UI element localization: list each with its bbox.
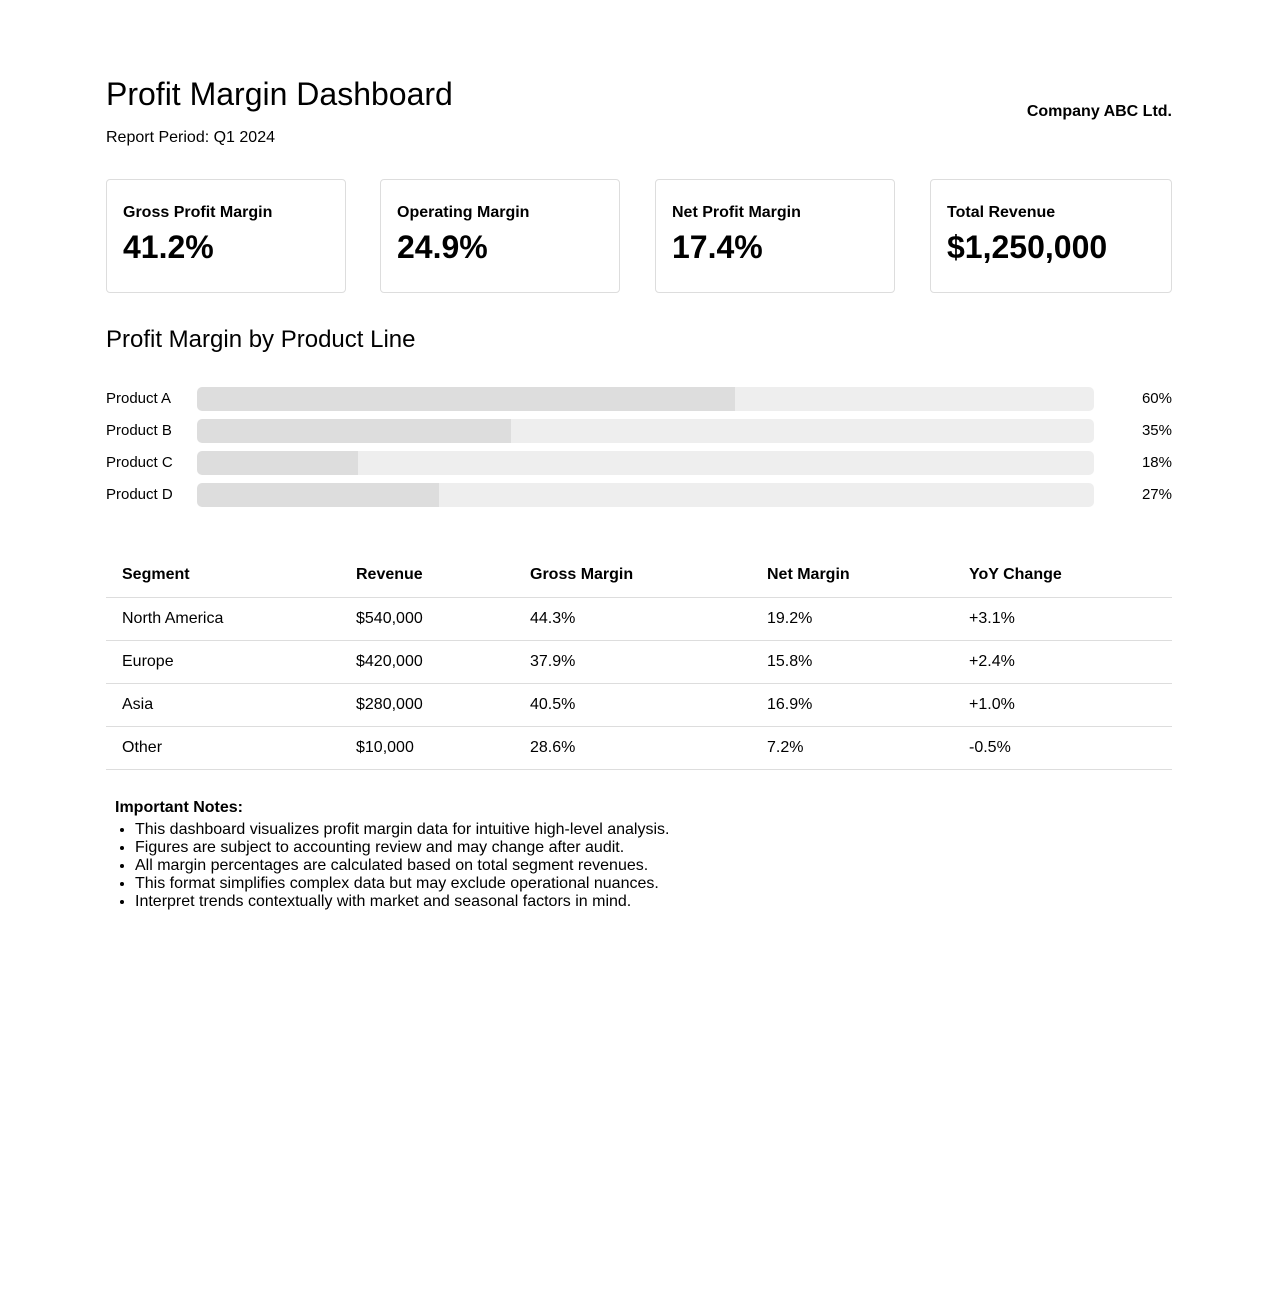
cell-segment: Asia bbox=[106, 683, 340, 726]
card-label: Total Revenue bbox=[947, 204, 1056, 221]
bar-value: 27% bbox=[1141, 486, 1172, 503]
segment-table bbox=[106, 554, 1172, 770]
table-header-row bbox=[106, 554, 1172, 597]
bar-label: Product D bbox=[106, 486, 173, 503]
bar-label: Product B bbox=[106, 422, 172, 439]
list-item: • Figures are subject to accounting review and may change after audit. bbox=[135, 839, 1015, 857]
cell-revenue: $540,000 bbox=[340, 597, 514, 640]
list-item: • Interpret trends contextually with market and seasonal factors in mind. bbox=[135, 893, 1015, 911]
important-notes bbox=[115, 799, 1015, 911]
cell-segment: Other bbox=[106, 726, 340, 769]
card-label: Operating Margin bbox=[397, 204, 530, 221]
page-title: Profit Margin Dashboard bbox=[106, 76, 453, 112]
card-net-profit-margin bbox=[655, 179, 895, 293]
card-value: 17.4% bbox=[672, 229, 763, 265]
product-section-title: Profit Margin by Product Line bbox=[106, 326, 416, 353]
bar-fill bbox=[197, 387, 735, 411]
table-row bbox=[106, 726, 1172, 769]
list-item: • This format simplifies complex data but may exclude operational nuances. bbox=[135, 875, 1015, 893]
cell-gross-margin: 37.9% bbox=[514, 640, 751, 683]
bar-value: 60% bbox=[1141, 390, 1172, 407]
table-row bbox=[106, 683, 1172, 726]
card-label: Gross Profit Margin bbox=[123, 204, 273, 221]
header-net-margin: Net Margin bbox=[751, 554, 953, 597]
bar-row-product-b bbox=[106, 419, 1172, 443]
card-operating-margin bbox=[380, 179, 620, 293]
summary-cards bbox=[106, 179, 1172, 295]
bar-fill bbox=[197, 419, 511, 443]
bar-value: 35% bbox=[1141, 422, 1172, 439]
cell-yoy-change: +2.4% bbox=[953, 640, 1172, 683]
bar-track bbox=[197, 419, 1094, 443]
bar-track bbox=[197, 387, 1094, 411]
cell-gross-margin: 44.3% bbox=[514, 597, 751, 640]
notes-title: Important Notes: bbox=[115, 799, 243, 816]
card-label: Net Profit Margin bbox=[672, 204, 801, 221]
cell-segment: North America bbox=[106, 597, 340, 640]
bar-label: Product A bbox=[106, 390, 172, 407]
cell-gross-margin: 40.5% bbox=[514, 683, 751, 726]
cell-yoy-change: -0.5% bbox=[953, 726, 1172, 769]
card-value: 41.2% bbox=[123, 229, 214, 265]
cell-net-margin: 15.8% bbox=[751, 640, 953, 683]
cell-net-margin: 19.2% bbox=[751, 597, 953, 640]
company-name: Company ABC Ltd. bbox=[1026, 103, 1172, 120]
bar-row-product-a bbox=[106, 387, 1172, 411]
header bbox=[106, 72, 1172, 152]
list-item: • This dashboard visualizes profit margin data for intuitive high-level analysis. bbox=[135, 821, 1015, 839]
bar-fill bbox=[197, 483, 439, 507]
header-revenue: Revenue bbox=[340, 554, 514, 597]
cell-revenue: $10,000 bbox=[340, 726, 514, 769]
bar-track bbox=[197, 483, 1094, 507]
cell-segment: Europe bbox=[106, 640, 340, 683]
list-item: • All margin percentages are calculated based on total segment revenues. bbox=[135, 857, 1015, 875]
header-segment: Segment bbox=[106, 554, 340, 597]
table-row bbox=[106, 597, 1172, 640]
notes-list bbox=[115, 821, 1015, 911]
card-value: $1,250,000 bbox=[947, 229, 1108, 265]
card-total-revenue bbox=[930, 179, 1172, 293]
cell-yoy-change: +3.1% bbox=[953, 597, 1172, 640]
bar-value: 18% bbox=[1141, 454, 1172, 471]
cell-gross-margin: 28.6% bbox=[514, 726, 751, 769]
header-gross-margin: Gross Margin bbox=[514, 554, 751, 597]
table-row bbox=[106, 640, 1172, 683]
cell-revenue: $280,000 bbox=[340, 683, 514, 726]
bar-label: Product C bbox=[106, 454, 173, 471]
bar-row-product-d bbox=[106, 483, 1172, 507]
cell-net-margin: 16.9% bbox=[751, 683, 953, 726]
bar-row-product-c bbox=[106, 451, 1172, 475]
cell-yoy-change: +1.0% bbox=[953, 683, 1172, 726]
cell-revenue: $420,000 bbox=[340, 640, 514, 683]
report-period: Report Period: Q1 2024 bbox=[106, 129, 275, 146]
cell-net-margin: 7.2% bbox=[751, 726, 953, 769]
segment-table-wrap bbox=[106, 554, 1172, 770]
header-yoy-change: YoY Change bbox=[953, 554, 1172, 597]
bar-track bbox=[197, 451, 1094, 475]
bar-fill bbox=[197, 451, 358, 475]
card-gross-profit-margin bbox=[106, 179, 346, 293]
card-value: 24.9% bbox=[397, 229, 488, 265]
